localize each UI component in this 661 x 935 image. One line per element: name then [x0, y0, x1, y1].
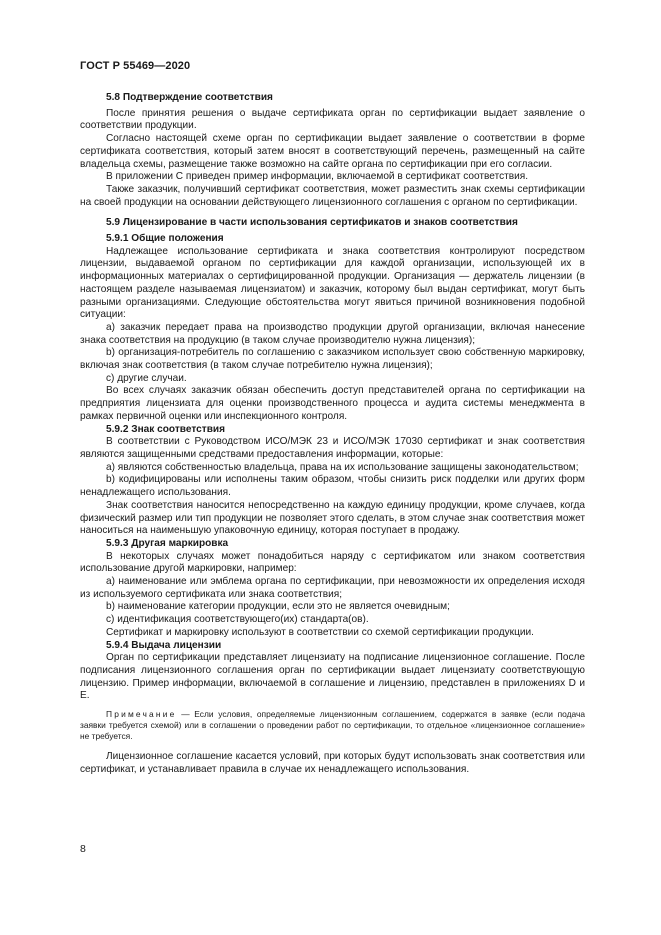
list-item: а) являются собственностью владельца, права на их использование защищены законодательством;: [106, 461, 579, 473]
subsection-title-5-9-1: 5.9.1 Общие положения: [106, 233, 224, 245]
list-item: а) заказчик передает права на производство продукции другой организации, включая нанесение знака соответствия на продукцию (в таком случае производителю нужна лицензия);: [80, 321, 585, 346]
section-title-5-9: 5.9 Лицензирование в части использования сертификатов и знаков соответствия: [106, 217, 518, 229]
paragraph: В некоторых случаях может понадобиться наряду с сертификатом или знаком соответствия использование другой маркировки, например:: [80, 550, 585, 575]
paragraph: В приложении С приведен пример информации, включаемой в сертификат соответствия.: [106, 171, 529, 183]
paragraph: Знак соответствия наносится непосредственно на каждую единицу продукции, кроме случаев, когда физический размер или тип продукции не позволяет этого сделать, в этом случае знак соответствия может наноситься на наименьшую упаковочную единицу, которая поступает в продажу.: [80, 499, 585, 537]
list-item: а) наименование или эмблема органа по сертификации, при невозможности их определения исходя из используемого сертификата или знака соответствия;: [80, 576, 585, 600]
list-item: b) кодифицированы или исполнены таким образом, чтобы снизить риск подделки или других форм ненадлежащего использования.: [80, 474, 585, 499]
paragraph: Лицензионное соглашение касается условий, при которых будут использовать знак соответствия или сертификат, и устанавливает правила в случае их ненадлежащего использования.: [80, 751, 585, 775]
list-item: c) другие случаи.: [106, 372, 187, 384]
list-item: b) организация-потребитель по соглашению с заказчиком использует свою собственную маркировку, включая знак соответствия (в таком случае потребителю нужна лицензия);: [80, 347, 585, 372]
note-label: Примечание: [106, 709, 177, 720]
list-item: b) наименование категории продукции, если это не является очевидным;: [106, 601, 450, 613]
paragraph: В соответствии с Руководством ИСО/МЭК 23 и ИСО/МЭК 17030 сертификат и знак соответствия являются защищенными средствами предоставления информации, которые:: [80, 436, 585, 460]
paragraph: Согласно настоящей схеме орган по сертификации выдает заявление о соответствии в форме сертификата соответствия, который затем вносят в соответствующий перечень, размещенный на сайте владельца схемы, размещение также возможно на сайте органа по сертификации при его согласии.: [80, 133, 585, 170]
subsection-title-5-9-2: 5.9.2 Знак соответствия: [106, 423, 226, 435]
section-title-5-8: 5.8 Подтверждение соответствия: [106, 92, 273, 103]
paragraph: Орган по сертификации представляет лицензиату на подписание лицензионное соглашение. После подписания лицензионного соглашения орган по сертификации выдает лицензиату соответствующую лицензию. Пример информации, включаемой в соглашение и лицензию, представлен в приложениях D и E.: [80, 652, 585, 702]
list-item: c) идентификация соответствующего(их) стандарта(ов).: [106, 614, 369, 626]
paragraph: Также заказчик, получивший сертификат соответствия, может разместить знак схемы сертификации на своей продукции на основании действующего лицензионного соглашения с органом по сертификации.: [80, 183, 585, 208]
paragraph: Сертификат и маркировку используют в соответствии со схемой сертификации продукции.: [106, 626, 534, 638]
subsection-title-5-9-4: 5.9.4 Выдача лицензии: [106, 639, 222, 651]
document-body: [80, 92, 585, 776]
document-id-header: ГОСТ Р 55469—2020: [80, 60, 191, 72]
note: [80, 709, 585, 742]
note-text: — Если условия, определяемые лицензионным соглашением, содержатся в заявке (если подача заявки требуется схемой) или в соглашении о проведении работ по сертификации, то отдельное «лицензионное соглашение» не требуется.: [80, 709, 585, 742]
page-number: 8: [80, 843, 86, 855]
subsection-title-5-9-3: 5.9.3 Другая маркировка: [106, 537, 229, 549]
paragraph: После принятия решения о выдаче сертификата орган по сертификации выдает заявление о соответствии продукции.: [80, 107, 585, 132]
paragraph: Во всех случаях заказчик обязан обеспечить доступ представителей органа по сертификации на предприятия лицензиата для оценки производственного процесса и аудита системы менеджмента в рамках первичной оценки или инспекционного контроля.: [80, 385, 585, 422]
paragraph: Надлежащее использование сертификата и знака соответствия контролируют посредством лицензии, выдаваемой органом по сертификации для каждой организации, использующей их в информационных материалах о сертифицированной продукции. Организация — держатель лицензии (в настоящем разделе называемая лицензиатом) и заказчик, которому был выдан сертификат, могут быть разными организациями. Следующие обстоятельства могут явиться причиной возникновения подобной ситуации:: [80, 245, 585, 321]
